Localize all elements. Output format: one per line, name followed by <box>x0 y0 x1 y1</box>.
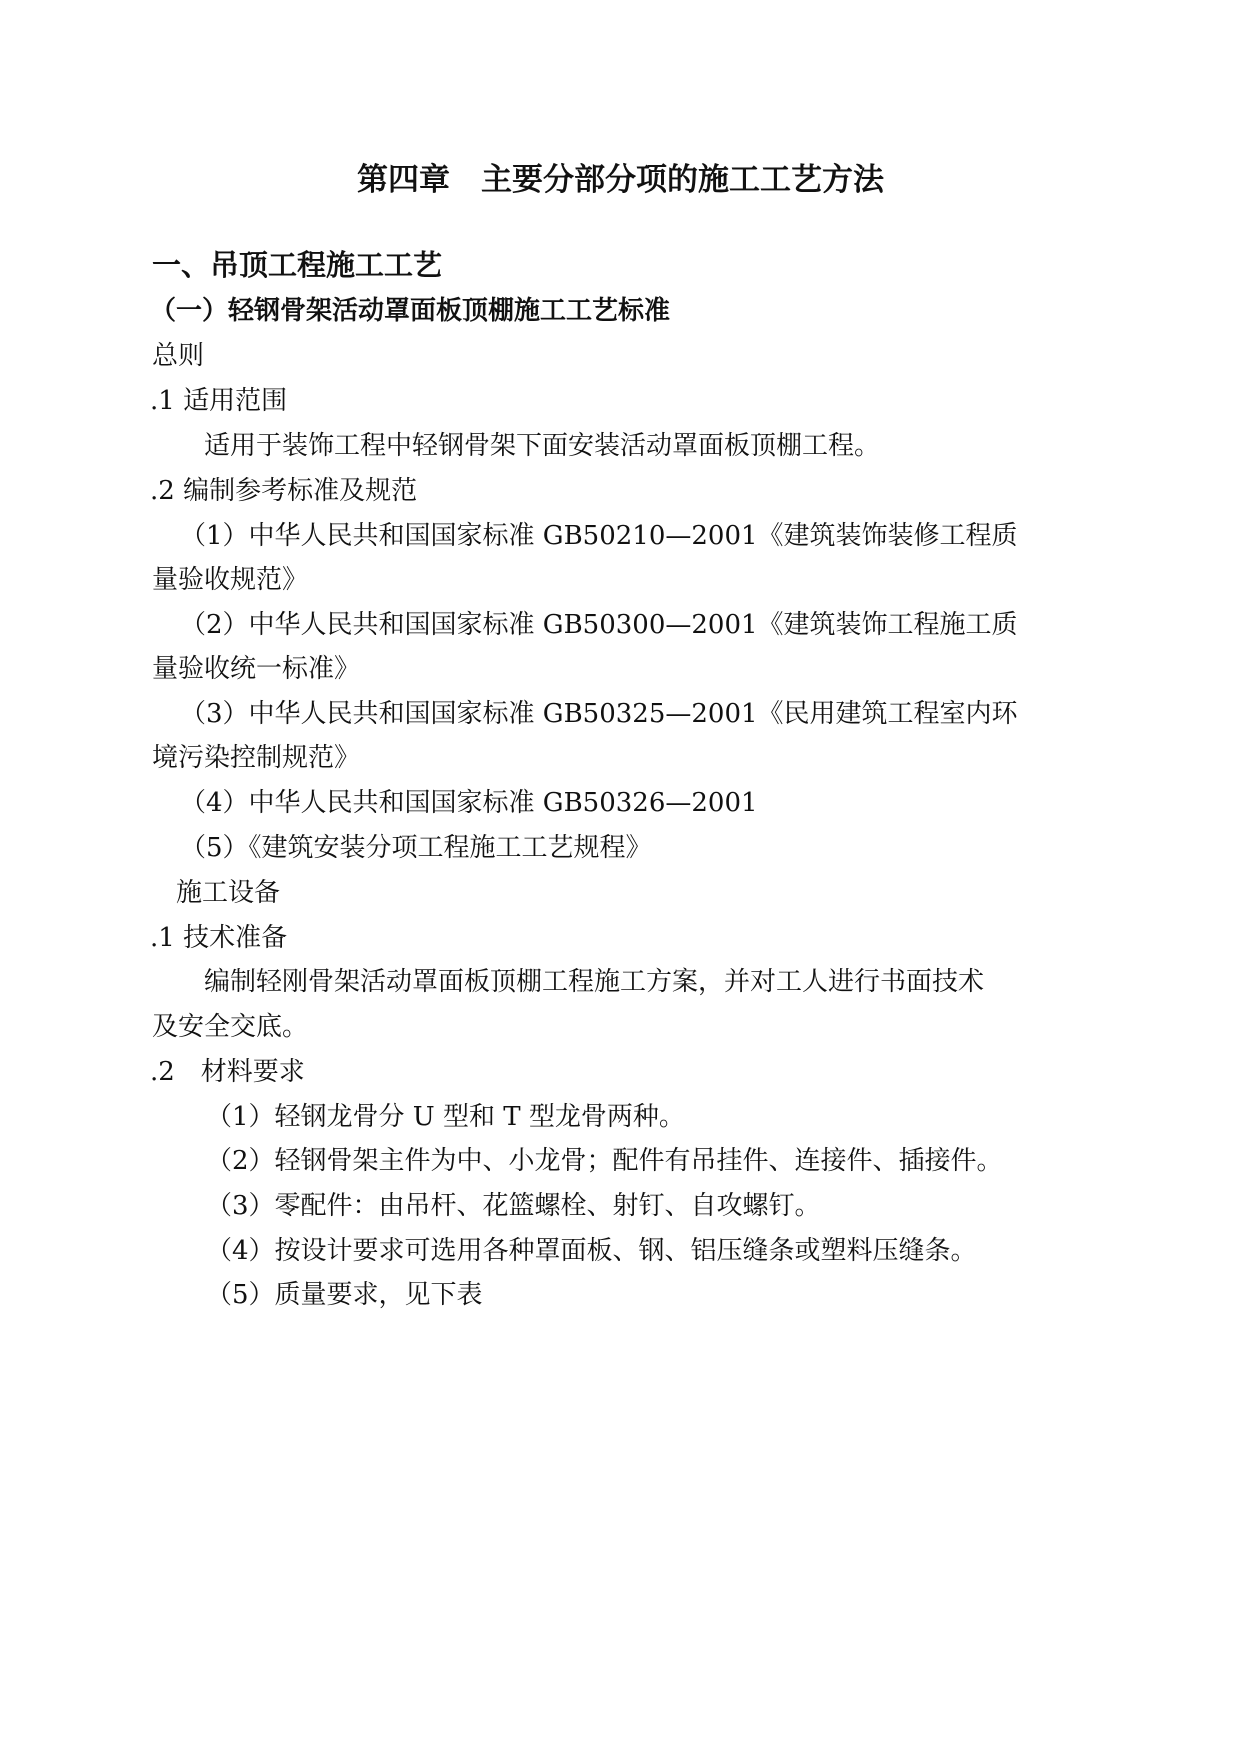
tech-prep-line-1: 编制轻刚骨架活动罩面板顶棚工程施工方案，并对工人进行书面技术 <box>204 967 985 997</box>
tech-prep-heading: .1 技术准备 <box>150 923 288 953</box>
section-heading: 一、吊顶工程施工工艺 <box>152 248 443 282</box>
chapter-title: 第四章 主要分部分项的施工工艺方法 <box>357 162 884 198</box>
material-item-3: （3）零配件：由吊杆、花篮螺栓、射钉、自攻螺钉。 <box>206 1191 821 1221</box>
subsection-heading: （一）轻钢骨架活动罩面板顶棚施工工艺标准 <box>150 296 671 326</box>
reference-item-1-line-2: 量验收规范》 <box>152 565 309 595</box>
material-item-4: （4）按设计要求可选用各种罩面板、钢、铝压缝条或塑料压缝条。 <box>206 1236 977 1266</box>
reference-item-2-line-2: 量验收统一标准》 <box>152 654 361 684</box>
equipment-heading: 施工设备 <box>176 878 281 908</box>
reference-item-3-line-1: （3）中华人民共和国国家标准 GB50325—2001《民用建筑工程室内环 <box>180 699 1018 729</box>
material-item-5: （5）质量要求，见下表 <box>206 1280 483 1310</box>
tech-prep-line-2: 及安全交底。 <box>152 1012 309 1042</box>
general-heading: 总则 <box>152 341 205 371</box>
reference-item-1-line-1: （1）中华人民共和国国家标准 GB50210—2001《建筑装饰装修工程质 <box>180 521 1018 551</box>
material-item-2: （2）轻钢骨架主件为中、小龙骨；配件有吊挂件、连接件、插接件。 <box>206 1146 1003 1176</box>
material-item-1: （1）轻钢龙骨分 U 型和 T 型龙骨两种。 <box>206 1102 685 1132</box>
reference-item-3-line-2: 境污染控制规范》 <box>152 743 361 773</box>
reference-item-4: （4）中华人民共和国国家标准 GB50326—2001 <box>180 788 758 818</box>
reference-item-2-line-1: （2）中华人民共和国国家标准 GB50300—2001《建筑装饰工程施工质 <box>180 610 1018 640</box>
scope-heading: .1 适用范围 <box>150 386 288 416</box>
references-heading: .2 编制参考标准及规范 <box>150 476 418 506</box>
scope-text: 适用于装饰工程中轻钢骨架下面安装活动罩面板顶棚工程。 <box>204 431 881 461</box>
reference-item-5: （5）《建筑安装分项工程施工工艺规程》 <box>180 833 652 863</box>
materials-heading: .2 材料要求 <box>150 1057 305 1087</box>
